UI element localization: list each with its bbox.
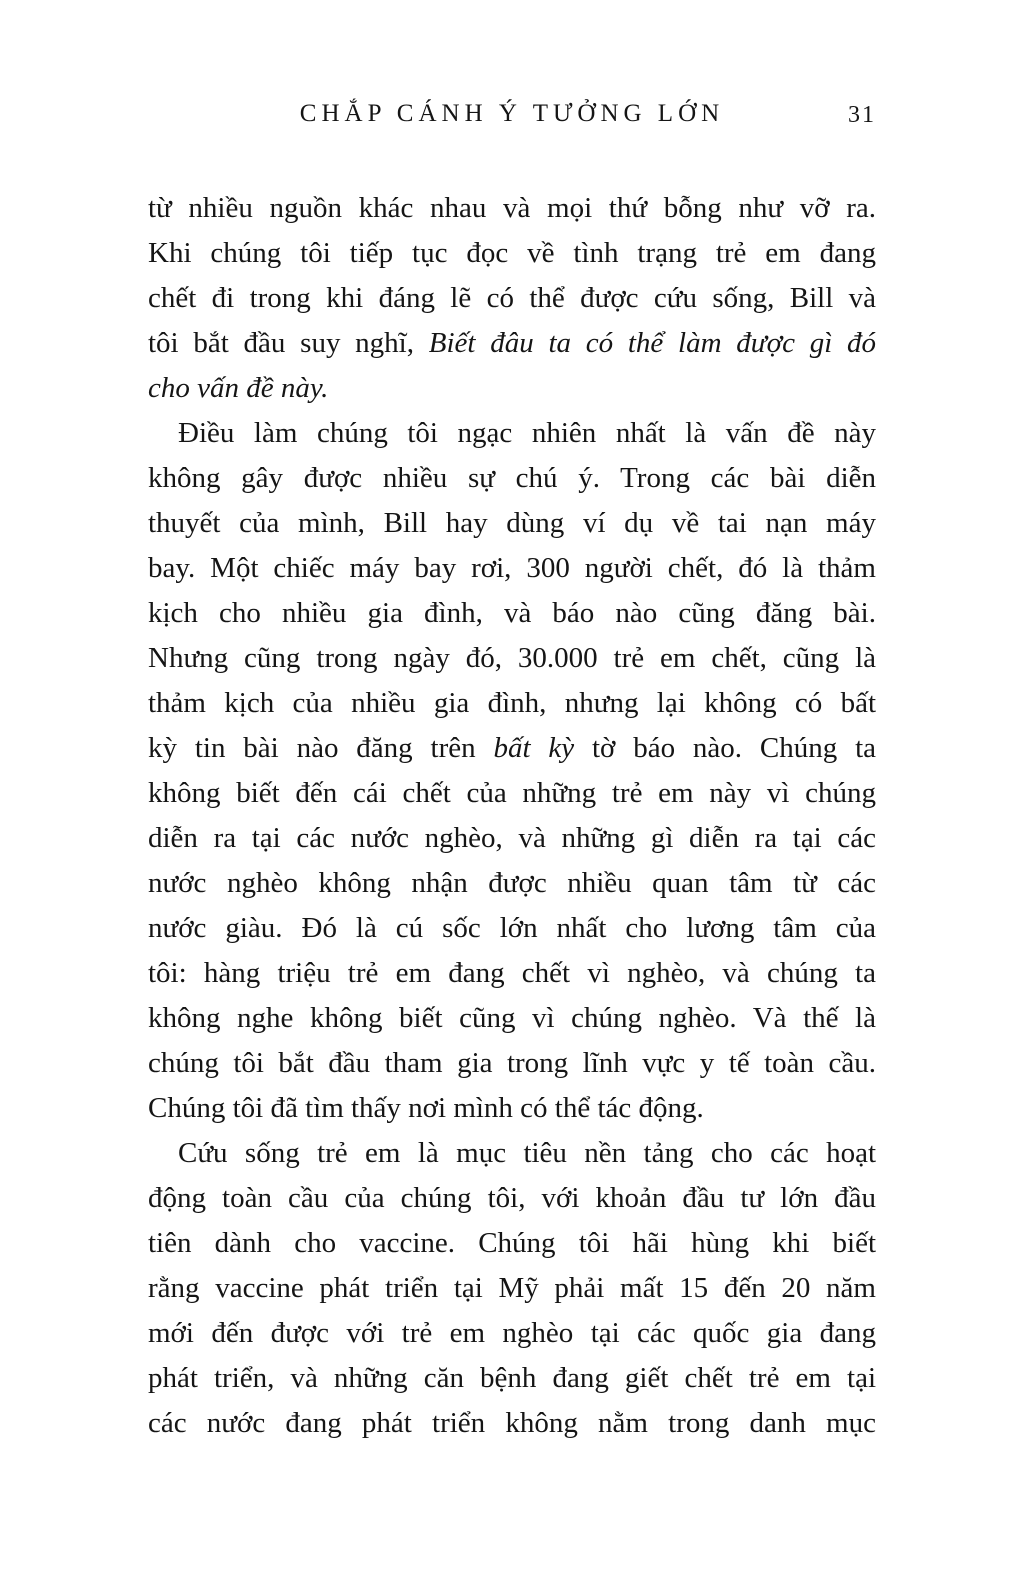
text-line [148,816,876,861]
text-line [148,861,876,906]
text-segment-italic: bất kỳ [493,732,575,764]
text-line [148,636,876,681]
text-segment: tôi bắt đầu suy nghĩ, [148,327,429,359]
text-line [148,1131,876,1176]
text-segment: tờ báo nào. Chúng ta [574,732,876,764]
text-segment: chúng tôi bắt đầu tham gia trong lĩnh vực y tế toàn cầu. [148,1047,876,1079]
text-line [148,771,876,816]
text-line [148,1356,876,1401]
text-line [148,321,876,366]
text-segment: động toàn cầu của chúng tôi, với khoản đầu tư lớn đầu [148,1182,876,1214]
text-line [148,1401,876,1446]
text-line [148,951,876,996]
text-segment: nước giàu. Đó là cú sốc lớn nhất cho lương tâm của [148,912,876,944]
text-line [148,1041,876,1086]
text-segment: không nghe không biết cũng vì chúng nghèo. Và thế là [148,1002,876,1034]
text-line [148,411,876,456]
text-line [148,231,876,276]
page-header [148,100,876,136]
text-line [148,1176,876,1221]
page-body [148,186,876,1446]
text-segment: bay. Một chiếc máy bay rơi, 300 người chết, đó là thảm [148,552,876,584]
text-segment: kịch cho nhiều gia đình, và báo nào cũng đăng bài. [148,597,876,629]
text-line [148,681,876,726]
text-segment: không biết đến cái chết của những trẻ em này vì chúng [148,777,876,809]
text-segment: nước nghèo không nhận được nhiều quan tâm từ các [148,867,876,899]
text-line [148,1221,876,1266]
text-segment: phát triển, và những căn bệnh đang giết chết trẻ em tại [148,1362,876,1394]
text-line [148,186,876,231]
text-segment: Nhưng cũng trong ngày đó, 30.000 trẻ em chết, cũng là [148,642,876,674]
text-line [148,1086,876,1131]
text-segment: không gây được nhiều sự chú ý. Trong các bài diễn [148,462,876,494]
text-segment: thuyết của mình, Bill hay dùng ví dụ về tai nạn máy [148,507,876,539]
text-line [148,546,876,591]
text-line [148,501,876,546]
text-segment: tiên dành cho vaccine. Chúng tôi hãi hùng khi biết [148,1227,876,1259]
text-line [148,996,876,1041]
text-segment: Điều làm chúng tôi ngạc nhiên nhất là vấn đề này [178,417,876,449]
running-title: CHẮP CÁNH Ý TƯỞNG LỚN [299,100,725,127]
text-line [148,1266,876,1311]
text-segment: Cứu sống trẻ em là mục tiêu nền tảng cho các hoạt [178,1137,876,1169]
text-segment-italic: Biết đâu ta có thể làm được gì đó [428,327,876,359]
text-line [148,276,876,321]
text-segment: thảm kịch của nhiều gia đình, nhưng lại không có bất [148,687,876,719]
text-segment-italic: cho vấn đề này. [148,372,329,404]
text-segment: diễn ra tại các nước nghèo, và những gì diễn ra tại các [148,822,876,854]
text-line [148,366,876,411]
text-segment: Khi chúng tôi tiếp tục đọc về tình trạng trẻ em đang [148,237,876,269]
text-segment: mới đến được với trẻ em nghèo tại các quốc gia đang [148,1317,876,1349]
text-segment: chết đi trong khi đáng lẽ có thể được cứu sống, Bill và [148,282,876,314]
text-segment: tôi: hàng triệu trẻ em đang chết vì nghèo, và chúng ta [148,957,876,989]
text-line [148,591,876,636]
text-line [148,906,876,951]
page-number: 31 [848,102,876,128]
text-line [148,456,876,501]
text-segment: từ nhiều nguồn khác nhau và mọi thứ bỗng như vỡ ra. [148,192,876,224]
text-segment: các nước đang phát triển không nằm trong danh mục [148,1407,876,1439]
text-segment: rằng vaccine phát triển tại Mỹ phải mất 15 đến 20 năm [148,1272,876,1304]
text-segment: kỳ tin bài nào đăng trên [148,732,494,764]
text-segment: Chúng tôi đã tìm thấy nơi mình có thể tác động. [148,1092,704,1124]
text-line [148,1311,876,1356]
text-line [148,726,876,771]
